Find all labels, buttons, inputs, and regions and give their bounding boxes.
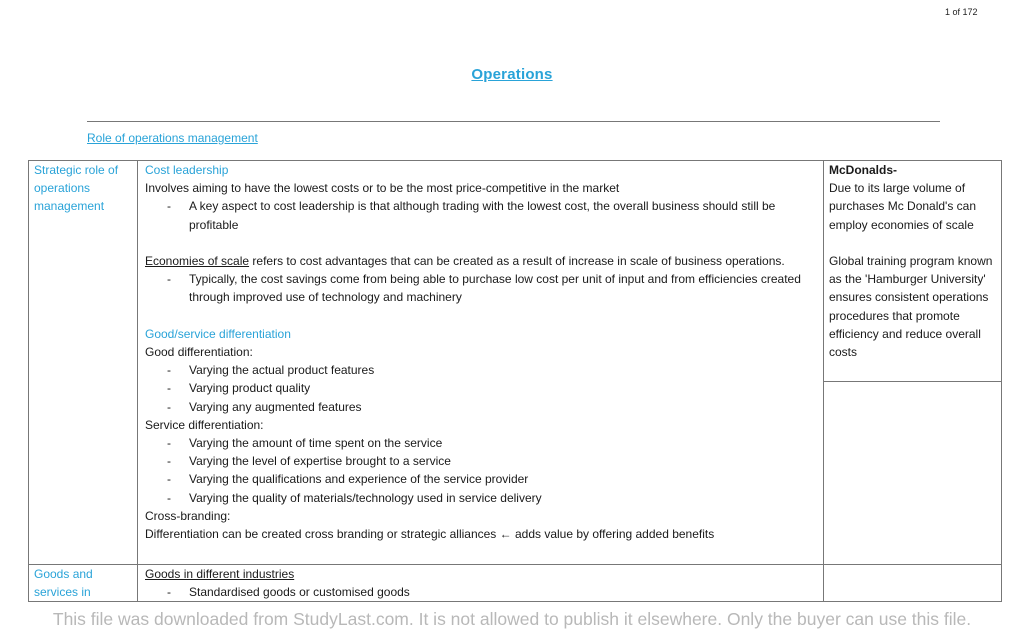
document-title: Operations (471, 66, 553, 83)
list-item: - Standardised goods or customised goods (167, 585, 410, 600)
side-cell-divider (823, 381, 1002, 382)
service-differentiation-label: Service differentiation: (145, 417, 264, 432)
example-title: McDonalds- (829, 163, 898, 177)
list-item: - Varying the quality of materials/technology used in service delivery (167, 490, 542, 505)
column-divider (137, 161, 138, 601)
list-item-text: Typically, the cost savings come from being able to purchase low cost per unit of input and from efficiencies created through improved use of technology and machinery (189, 272, 801, 305)
page-counter: 1 of 172 (945, 7, 978, 17)
row-label-strategic-role: Strategic role of operations management (34, 163, 119, 214)
economies-of-scale-term: Economies of scale (145, 254, 250, 268)
list-item: - Varying the level of expertise brought to a service (167, 454, 451, 469)
cross-branding-label: Cross-branding: (145, 508, 231, 523)
list-item-text: Varying the level of expertise brought to a service (189, 454, 451, 469)
goods-services-content (145, 565, 813, 601)
cost-leadership-heading: Cost leadership (145, 163, 229, 177)
list-item: - Typically, the cost savings come from being able to purchase low cost per unit of input and from efficiencies created through improved use of technology and machinery (167, 272, 801, 305)
download-watermark: This file was downloaded from StudyLast.com. It is not allowed to publish it elsewhere. Only the buyer can use this file. (52, 609, 972, 629)
list-item-text: Varying the amount of time spent on the service (189, 436, 443, 451)
example-paragraph: Due to its large volume of purchases Mc Donald's can employ economies of scale (829, 181, 977, 232)
mcdonalds-example (829, 161, 1001, 361)
title-divider (87, 121, 940, 122)
list-item-text: Standardised goods or customised goods (189, 585, 410, 600)
strategic-role-content (145, 161, 813, 543)
list-item: - Varying the actual product features (167, 363, 375, 378)
cross-branding-text: Differentiation can be created cross branding or strategic alliances ← adds value by offering added benefits (145, 527, 715, 542)
list-item: - Varying any augmented features (167, 399, 362, 414)
example-paragraph: Global training program known as the 'Hamburger University' ensures consistent operations procedures that promote efficiency and reduce overall costs (829, 254, 993, 360)
list-item-text: Varying product quality (189, 381, 311, 396)
good-differentiation-label: Good differentiation: (145, 345, 253, 359)
list-item: - Varying product quality (167, 381, 311, 396)
list-item-text: A key aspect to cost leadership is that although trading with the lowest cost, the overall business should still be profitable (189, 199, 776, 232)
economies-of-scale-text: refers to cost advantages that can be created as a result of increase in scale of business operations. (249, 254, 785, 268)
list-item: - Varying the amount of time spent on the service (167, 436, 443, 451)
list-item-text: Varying the qualifications and experience of the service provider (189, 472, 529, 487)
list-item: - Varying the qualifications and experience of the service provider (167, 472, 529, 487)
goods-industries-heading: Goods in different industries (145, 567, 295, 581)
section-heading: Role of operations management (87, 131, 258, 145)
list-item: - A key aspect to cost leadership is that although trading with the lowest cost, the overall business should still be profitable (167, 199, 776, 232)
operations-table (28, 160, 1002, 602)
list-item-text: Varying the actual product features (189, 363, 375, 378)
list-item-text: Varying any augmented features (189, 399, 362, 414)
economies-of-scale-definition (145, 252, 813, 270)
list-item-text: Varying the quality of materials/technology used in service delivery (189, 490, 542, 505)
cost-leadership-intro: Involves aiming to have the lowest costs or to be the most price-competitive in the market (145, 181, 620, 196)
differentiation-heading: Good/service differentiation (145, 326, 291, 341)
row-label-goods-and-services: Goods and services in (34, 567, 93, 600)
